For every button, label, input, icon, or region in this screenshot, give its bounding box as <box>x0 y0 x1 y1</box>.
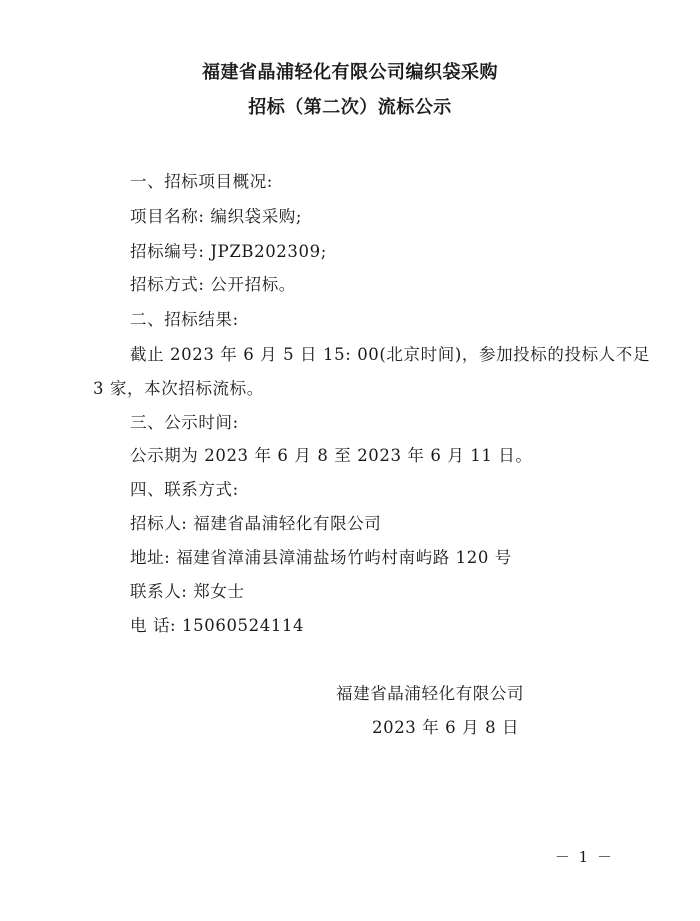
document-title-line1: 福建省晶浦轻化有限公司编织袋采购 <box>202 62 498 83</box>
signature-company: 福建省晶浦轻化有限公司 <box>336 684 525 703</box>
page-number: － 1 － <box>554 848 614 866</box>
section1-heading: 一、招标项目概况: <box>130 172 273 191</box>
result-line1: 截止 2023 年 6 月 5 日 15: 00(北京时间)，参加投标的投标人不足 <box>130 345 650 364</box>
tenderer: 招标人: 福建省晶浦轻化有限公司 <box>130 514 382 533</box>
document-title-line2: 招标（第二次）流标公示 <box>248 97 452 118</box>
section4-heading: 四、联系方式: <box>130 480 239 499</box>
contact-person: 联系人: 郑女士 <box>130 582 245 601</box>
address: 地址: 福建省漳浦县漳浦盐场竹屿村南屿路 120 号 <box>130 548 512 567</box>
section2-heading: 二、招标结果: <box>130 310 239 329</box>
phone: 电 话: 15060524114 <box>130 616 305 635</box>
bid-number: 招标编号: JPZB202309; <box>130 242 327 261</box>
result-line2: 3 家，本次招标流标。 <box>93 379 264 398</box>
bid-method: 招标方式: 公开招标。 <box>130 275 296 294</box>
project-name: 项目名称: 编织袋采购; <box>130 207 303 226</box>
section3-heading: 三、公示时间: <box>130 413 239 432</box>
notice-period: 公示期为 2023 年 6 月 8 至 2023 年 6 月 11 日。 <box>130 446 533 465</box>
signature-date: 2023 年 6 月 8 日 <box>372 718 520 737</box>
